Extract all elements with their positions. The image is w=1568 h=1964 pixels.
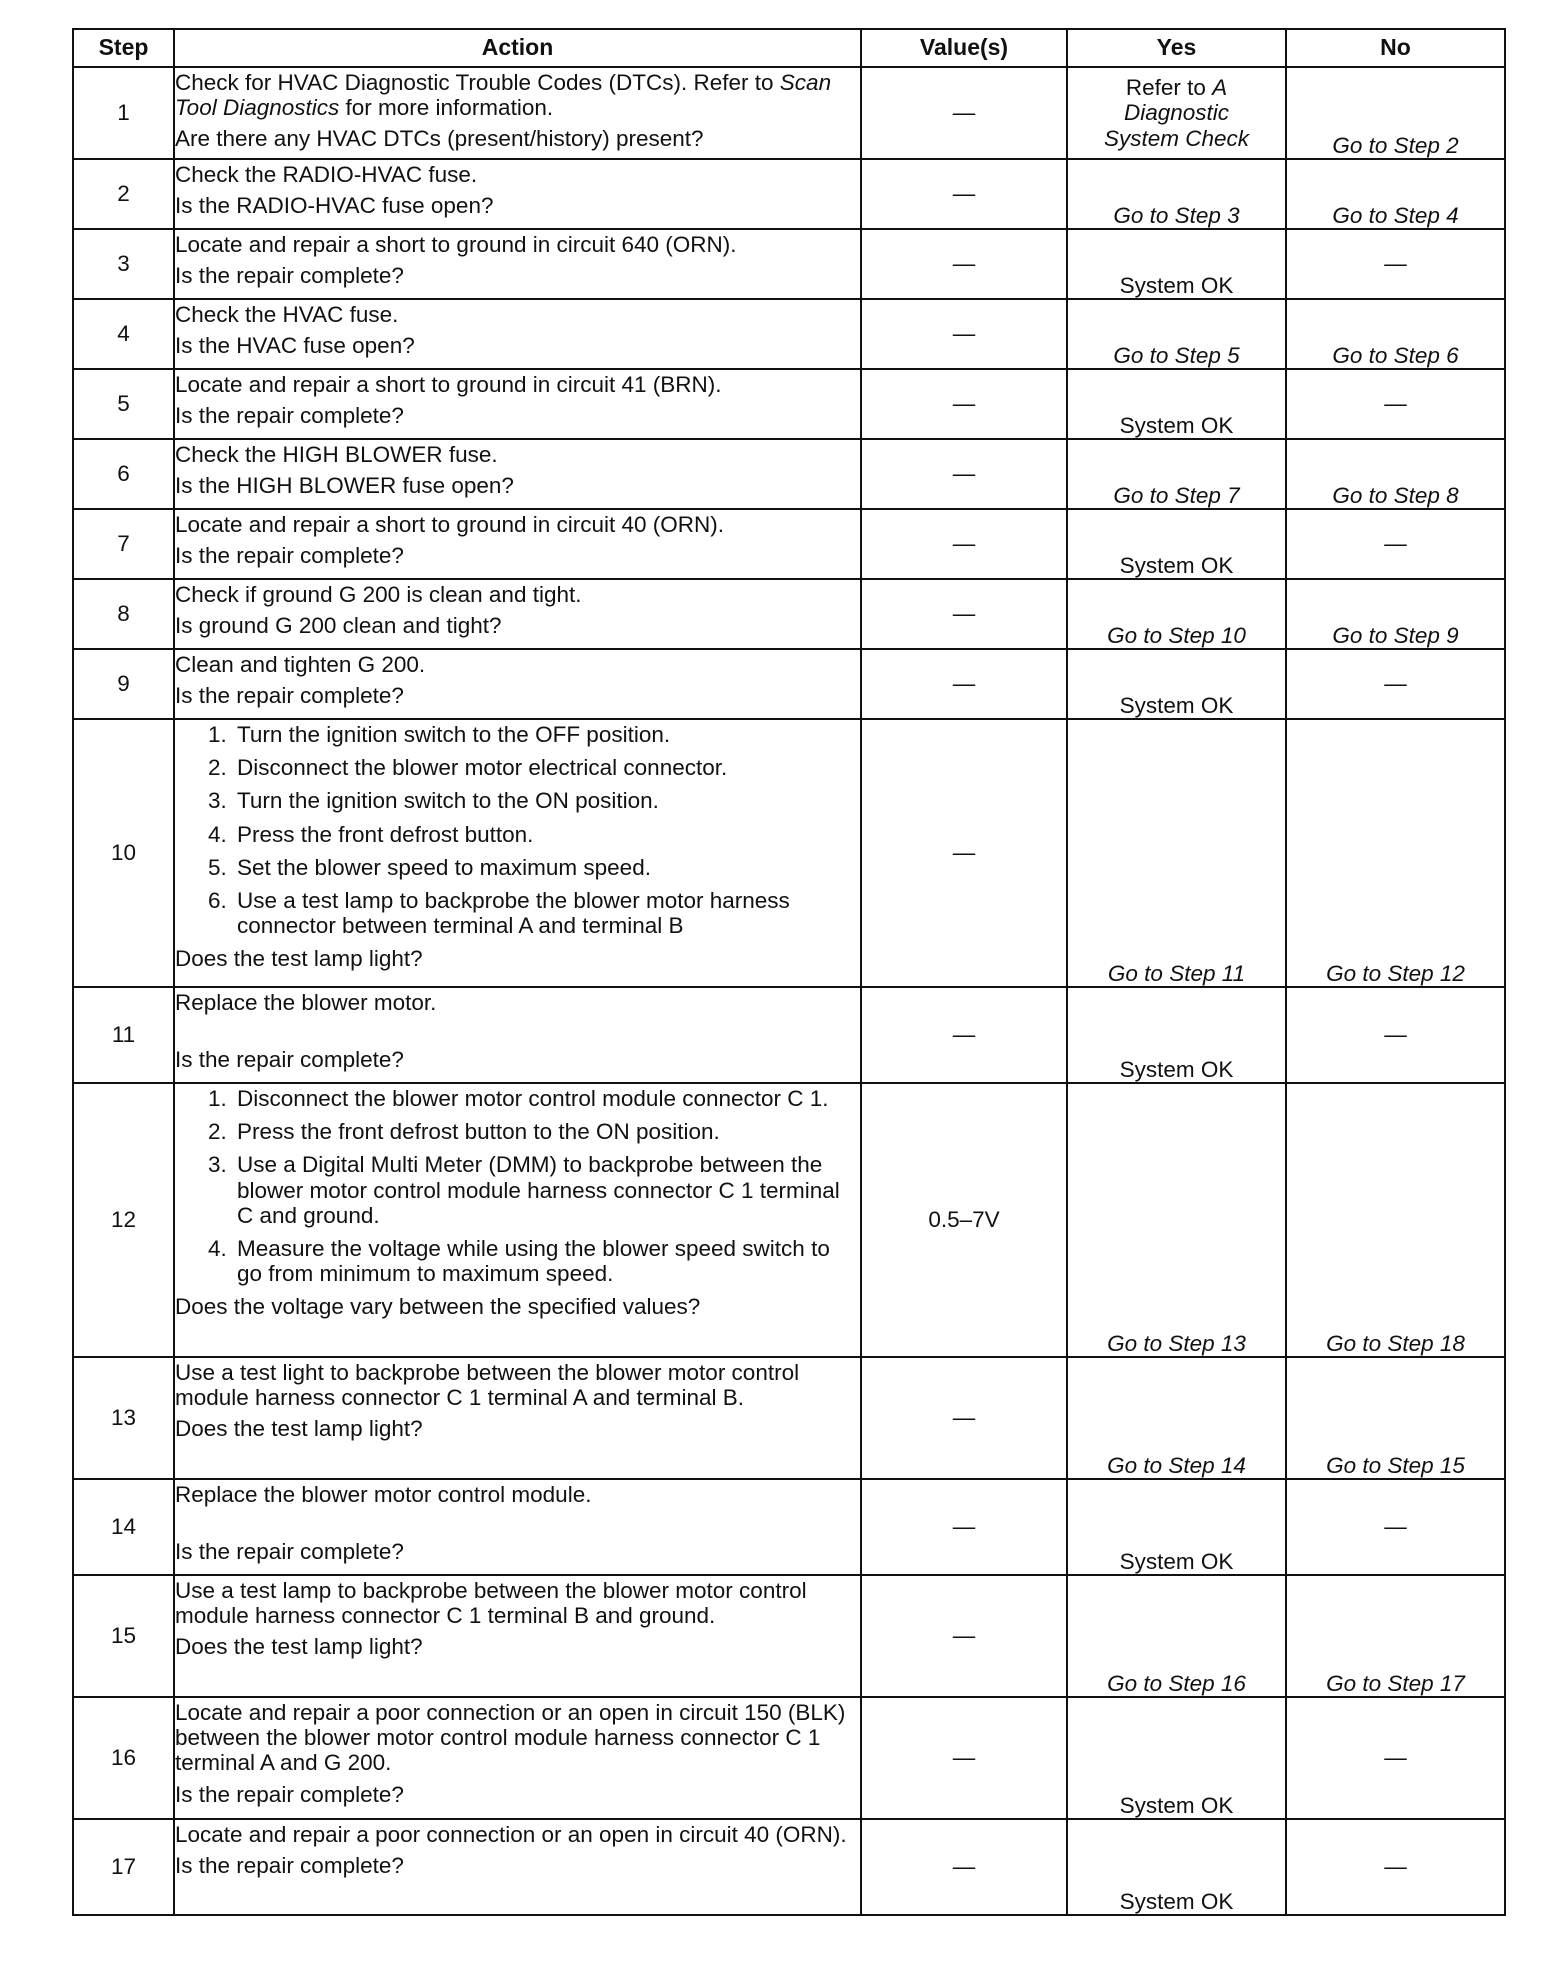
action-cell bbox=[174, 439, 861, 509]
header-step: Step bbox=[73, 29, 174, 67]
action-text: Locate and repair a poor connection or an open in circuit 150 (BLK) between the blower motor control module harness connector C 1 terminal A and G 200. bbox=[175, 1700, 846, 1776]
table-row bbox=[73, 1819, 1505, 1915]
action-text: Use a test lamp to backprobe between the blower motor control module harness connector C 1 terminal B and ground. bbox=[175, 1578, 807, 1629]
diagnostic-table bbox=[72, 28, 1506, 1916]
value-cell: — bbox=[861, 1575, 1067, 1697]
action-text: Locate and repair a short to ground in circuit 41 (BRN). bbox=[175, 372, 722, 397]
action-question: Is the HIGH BLOWER fuse open? bbox=[175, 473, 514, 499]
no-cell: Go to Step 2 bbox=[1286, 67, 1505, 159]
table-row bbox=[73, 159, 1505, 229]
yes-cell: Go to Step 5 bbox=[1067, 299, 1286, 369]
action-question: Does the test lamp light? bbox=[175, 946, 423, 972]
table-row bbox=[73, 509, 1505, 579]
step-number: 12 bbox=[73, 1083, 174, 1357]
yes-cell: Go to Step 3 bbox=[1067, 159, 1286, 229]
action-question: Is the repair complete? bbox=[175, 1539, 404, 1565]
yes-cell: System OK bbox=[1067, 1479, 1286, 1575]
procedure-item: 6. Use a test lamp to backprobe the blower motor harness connector between terminal A and terminal B bbox=[233, 888, 860, 938]
no-cell: Go to Step 8 bbox=[1286, 439, 1505, 509]
no-cell: Go to Step 6 bbox=[1286, 299, 1505, 369]
table-row bbox=[73, 67, 1505, 159]
procedure-item: 3. Turn the ignition switch to the ON position. bbox=[233, 788, 860, 813]
no-cell: — bbox=[1286, 987, 1505, 1083]
step-number: 3 bbox=[73, 229, 174, 299]
procedure-item: 2. Disconnect the blower motor electrical connector. bbox=[233, 755, 860, 780]
action-question: Is the repair complete? bbox=[175, 1781, 404, 1807]
action-cell bbox=[174, 579, 861, 649]
yes-cell: Refer to A Diagnostic System Check bbox=[1067, 67, 1286, 159]
step-number: 10 bbox=[73, 719, 174, 987]
table-row bbox=[73, 1479, 1505, 1575]
yes-cell: Go to Step 16 bbox=[1067, 1575, 1286, 1697]
value-cell: — bbox=[861, 509, 1067, 579]
action-question: Is the repair complete? bbox=[175, 403, 404, 429]
action-cell bbox=[174, 159, 861, 229]
action-text: Replace the blower motor control module. bbox=[175, 1482, 592, 1507]
header-values: Value(s) bbox=[861, 29, 1067, 67]
value-cell: — bbox=[861, 1819, 1067, 1915]
no-cell: Go to Step 17 bbox=[1286, 1575, 1505, 1697]
value-cell: — bbox=[861, 649, 1067, 719]
step-number: 5 bbox=[73, 369, 174, 439]
procedure-item: 2. Press the front defrost button to the ON position. bbox=[233, 1119, 860, 1144]
action-text: Locate and repair a poor connection or an open in circuit 40 (ORN). bbox=[175, 1822, 847, 1847]
table-row bbox=[73, 1697, 1505, 1819]
action-question: Is the HVAC fuse open? bbox=[175, 333, 415, 359]
no-cell: — bbox=[1286, 1697, 1505, 1819]
yes-cell: System OK bbox=[1067, 1697, 1286, 1819]
table-row bbox=[73, 1083, 1505, 1357]
no-cell: Go to Step 12 bbox=[1286, 719, 1505, 987]
step-number: 6 bbox=[73, 439, 174, 509]
action-text: Locate and repair a short to ground in circuit 640 (ORN). bbox=[175, 232, 737, 257]
no-cell: — bbox=[1286, 649, 1505, 719]
action-text: Check the HIGH BLOWER fuse. bbox=[175, 442, 498, 467]
value-cell: — bbox=[861, 1697, 1067, 1819]
table-row bbox=[73, 439, 1505, 509]
value-cell: — bbox=[861, 299, 1067, 369]
value-cell: — bbox=[861, 579, 1067, 649]
table-row bbox=[73, 987, 1505, 1083]
no-cell: — bbox=[1286, 1819, 1505, 1915]
no-cell: — bbox=[1286, 509, 1505, 579]
step-number: 1 bbox=[73, 67, 174, 159]
header-action: Action bbox=[174, 29, 861, 67]
table-row bbox=[73, 1357, 1505, 1479]
action-text: Locate and repair a short to ground in circuit 40 (ORN). bbox=[175, 512, 725, 537]
table-row bbox=[73, 299, 1505, 369]
yes-cell: Go to Step 10 bbox=[1067, 579, 1286, 649]
action-text: Check for HVAC Diagnostic Trouble Codes (DTCs). Refer to Scan Tool Diagnostics for more information. bbox=[175, 70, 832, 121]
step-number: 4 bbox=[73, 299, 174, 369]
action-cell bbox=[174, 1357, 861, 1479]
action-question: Is the repair complete? bbox=[175, 543, 404, 569]
yes-cell: System OK bbox=[1067, 509, 1286, 579]
reference-link: Scan Tool Diagnostics bbox=[175, 70, 832, 121]
procedure-item: 3. Use a Digital Multi Meter (DMM) to backprobe between the blower motor control module harness connector C 1 terminal C and ground. bbox=[233, 1152, 860, 1228]
action-cell bbox=[174, 1575, 861, 1697]
procedure-item: 4. Press the front defrost button. bbox=[233, 822, 860, 847]
action-question: Is the RADIO-HVAC fuse open? bbox=[175, 193, 494, 219]
action-text: Check if ground G 200 is clean and tight. bbox=[175, 582, 582, 607]
value-cell: — bbox=[861, 1357, 1067, 1479]
table-row bbox=[73, 1575, 1505, 1697]
action-cell bbox=[174, 1083, 861, 1357]
action-cell bbox=[174, 649, 861, 719]
action-text: Check the HVAC fuse. bbox=[175, 302, 399, 327]
action-text: Clean and tighten G 200. bbox=[175, 652, 426, 677]
procedure-item: 1. Disconnect the blower motor control module connector C 1. bbox=[233, 1086, 860, 1111]
action-cell bbox=[174, 1479, 861, 1575]
action-cell bbox=[174, 509, 861, 579]
action-cell bbox=[174, 987, 861, 1083]
action-cell bbox=[174, 299, 861, 369]
step-number: 14 bbox=[73, 1479, 174, 1575]
no-cell: Go to Step 9 bbox=[1286, 579, 1505, 649]
no-cell: — bbox=[1286, 229, 1505, 299]
step-number: 17 bbox=[73, 1819, 174, 1915]
action-question: Does the test lamp light? bbox=[175, 1416, 423, 1442]
action-question: Does the test lamp light? bbox=[175, 1634, 423, 1660]
action-cell bbox=[174, 1819, 861, 1915]
table-row bbox=[73, 719, 1505, 987]
table-row bbox=[73, 649, 1505, 719]
no-cell: Go to Step 4 bbox=[1286, 159, 1505, 229]
step-number: 2 bbox=[73, 159, 174, 229]
value-cell: — bbox=[861, 987, 1067, 1083]
yes-cell: Go to Step 7 bbox=[1067, 439, 1286, 509]
yes-cell: System OK bbox=[1067, 987, 1286, 1083]
step-number: 7 bbox=[73, 509, 174, 579]
value-cell: — bbox=[861, 1479, 1067, 1575]
yes-cell: Go to Step 14 bbox=[1067, 1357, 1286, 1479]
value-cell: — bbox=[861, 159, 1067, 229]
table-row bbox=[73, 579, 1505, 649]
action-text: Check the RADIO-HVAC fuse. bbox=[175, 162, 478, 187]
yes-cell: Go to Step 13 bbox=[1067, 1083, 1286, 1357]
action-question: Is the repair complete? bbox=[175, 683, 404, 709]
procedure-list bbox=[175, 722, 860, 938]
action-cell bbox=[174, 369, 861, 439]
reference-link: A Diagnostic System Check bbox=[1103, 75, 1250, 151]
step-number: 13 bbox=[73, 1357, 174, 1479]
table-row bbox=[73, 229, 1505, 299]
action-question: Is ground G 200 clean and tight? bbox=[175, 613, 502, 639]
no-cell: Go to Step 15 bbox=[1286, 1357, 1505, 1479]
procedure-list bbox=[175, 1086, 860, 1286]
value-cell: — bbox=[861, 719, 1067, 987]
yes-cell: System OK bbox=[1067, 369, 1286, 439]
yes-cell: Go to Step 11 bbox=[1067, 719, 1286, 987]
no-cell: — bbox=[1286, 1479, 1505, 1575]
step-number: 16 bbox=[73, 1697, 174, 1819]
yes-cell: System OK bbox=[1067, 1819, 1286, 1915]
action-question: Is the repair complete? bbox=[175, 1853, 404, 1879]
step-number: 8 bbox=[73, 579, 174, 649]
step-number: 15 bbox=[73, 1575, 174, 1697]
procedure-item: 4. Measure the voltage while using the blower speed switch to go from minimum to maximum speed. bbox=[233, 1236, 860, 1286]
action-question: Is the repair complete? bbox=[175, 263, 404, 289]
step-number: 9 bbox=[73, 649, 174, 719]
step-number: 11 bbox=[73, 987, 174, 1083]
value-cell: — bbox=[861, 229, 1067, 299]
action-text: Use a test light to backprobe between the blower motor control module harness connector C 1 terminal A and terminal B. bbox=[175, 1360, 800, 1411]
value-cell: — bbox=[861, 67, 1067, 159]
action-question: Does the voltage vary between the specified values? bbox=[175, 1294, 701, 1320]
value-cell: 0.5–7V bbox=[861, 1083, 1067, 1357]
action-cell bbox=[174, 1697, 861, 1819]
no-cell: Go to Step 18 bbox=[1286, 1083, 1505, 1357]
action-question: Is the repair complete? bbox=[175, 1047, 404, 1073]
yes-cell: System OK bbox=[1067, 229, 1286, 299]
action-text: Replace the blower motor. bbox=[175, 990, 437, 1015]
action-question: Are there any HVAC DTCs (present/history) present? bbox=[175, 126, 704, 152]
yes-cell: System OK bbox=[1067, 649, 1286, 719]
procedure-item: 1. Turn the ignition switch to the OFF position. bbox=[233, 722, 860, 747]
action-cell bbox=[174, 229, 861, 299]
header-row bbox=[73, 29, 1505, 67]
action-cell bbox=[174, 719, 861, 987]
value-cell: — bbox=[861, 369, 1067, 439]
header-no: No bbox=[1286, 29, 1505, 67]
action-cell bbox=[174, 67, 861, 159]
header-yes: Yes bbox=[1067, 29, 1286, 67]
value-cell: — bbox=[861, 439, 1067, 509]
table-row bbox=[73, 369, 1505, 439]
procedure-item: 5. Set the blower speed to maximum speed. bbox=[233, 855, 860, 880]
no-cell: — bbox=[1286, 369, 1505, 439]
